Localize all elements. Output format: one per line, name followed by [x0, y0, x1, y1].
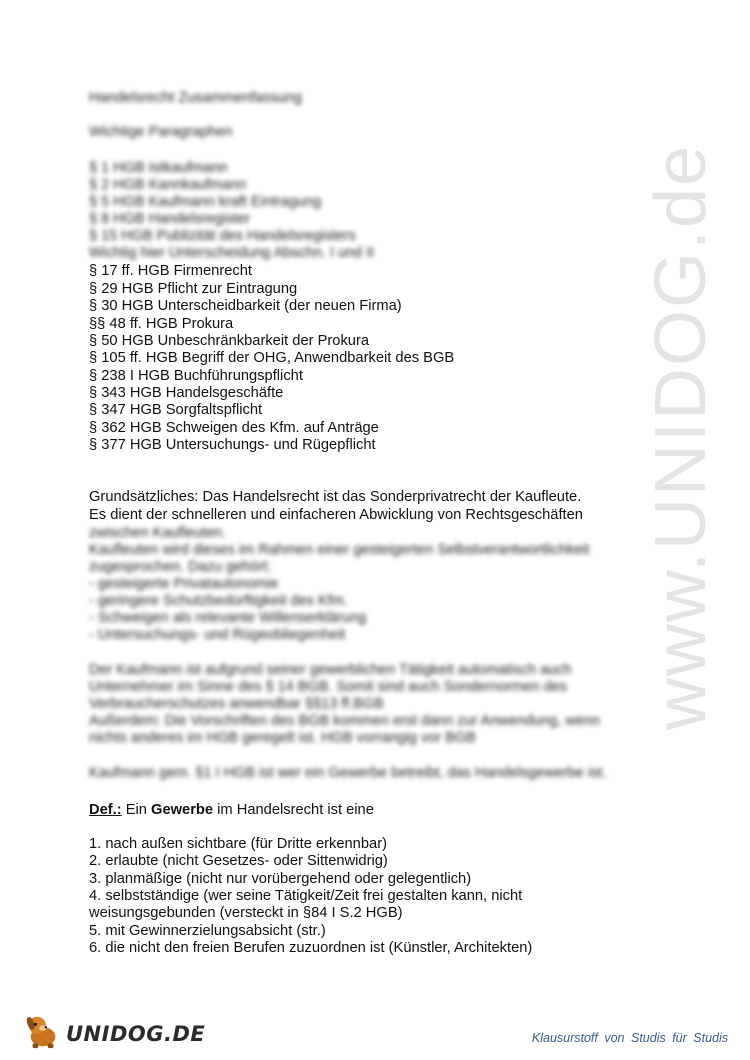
paragraph-item: § 347 HGB Sorgfaltspflicht	[89, 402, 263, 418]
definition-text-after: im Handelsrecht ist eine	[213, 802, 374, 818]
paragraph-item: § 105 ff. HGB Begriff der OHG, Anwendbarkeit des BGB	[89, 350, 455, 366]
paragraph-item: § 50 HGB Unbeschränkbarkeit der Prokura	[89, 333, 370, 349]
blurred-paragraph: § 8 HGB Handelsregister	[89, 211, 251, 227]
document-title: Handelsrecht Zusammenfassung	[89, 90, 302, 106]
blurred-text-line: zugesprochen. Dazu gehört:	[89, 559, 272, 575]
blurred-text-line: Der Kaufmann ist aufgrund seiner gewerblichen Tätigkeit automatisch auch	[89, 662, 572, 678]
definition-item: weisungsgebunden (versteckt in §84 I S.2 HGB)	[89, 905, 403, 921]
dog-icon	[24, 1012, 62, 1050]
logo-text: UNIDOG.DE	[66, 1022, 206, 1046]
footer-logo[interactable]	[24, 1012, 205, 1050]
definition-item: 4. selbstständige (wer seine Tätigkeit/Zeit frei gestalten kann, nicht	[89, 888, 523, 904]
blurred-paragraph: Wichtig hier Unterscheidung Abschn. I und II	[89, 245, 375, 261]
definition-item: 5. mit Gewinnerzielungsabsicht (str.)	[89, 923, 326, 939]
definition-text-before: Ein	[121, 802, 152, 818]
blurred-paragraph: § 5 HGB Kaufmann kraft Eintragung	[89, 194, 322, 210]
definition-term: Gewerbe	[151, 802, 214, 818]
grundsaetzliches-line: Es dient der schnelleren und einfacheren Abwicklung von Rechtsgeschäften	[89, 507, 583, 523]
blurred-text-line: - Schweigen als relevante Willenserklärung	[89, 610, 367, 626]
blurred-text-line: - Untersuchungs- und Rügeobliegenheit	[89, 627, 346, 643]
definition-item: 3. planmäßige (nicht nur vorübergehend oder gelegentlich)	[89, 871, 472, 887]
blurred-text-line: Außerdem: Die Vorschriften des BGB kommen erst dann zur Anwendung, wenn	[89, 713, 600, 729]
paragraph-item: § 30 HGB Unterscheidbarkeit (der neuen Firma)	[89, 298, 402, 314]
definition-item: 2. erlaubte (nicht Gesetzes- oder Sittenwidrig)	[89, 853, 388, 869]
paragraph-item: § 343 HGB Handelsgeschäfte	[89, 385, 284, 401]
blurred-text-line: Kaufleuten wird dieses im Rahmen einer gesteigerten Selbstverantwortlichkeit	[89, 542, 590, 558]
paragraph-item: § 362 HGB Schweigen des Kfm. auf Anträge	[89, 420, 379, 436]
paragraph-item: § 29 HGB Pflicht zur Eintragung	[89, 281, 298, 297]
paragraph-item: § 238 I HGB Buchführungspflicht	[89, 368, 303, 384]
watermark: www.UNIDOG.de	[641, 143, 721, 730]
blurred-text-line: - geringere Schutzbedürftigkeit des Kfm.	[89, 593, 348, 609]
blurred-text-line: Verbraucherschutzes anwendbar §§13 ff.BGB	[89, 696, 384, 712]
definition-item: 6. die nicht den freien Berufen zuzuordnen ist (Künstler, Architekten)	[89, 940, 533, 956]
definition-label: Def.:	[89, 802, 122, 818]
blurred-text-line: zwischen Kaufleuten.	[89, 525, 227, 541]
grundsaetzliches-line: Grundsätzliches: Das Handelsrecht ist das Sonderprivatrecht der Kaufleute.	[89, 489, 582, 505]
blurred-paragraph: § 2 HGB Kannkaufmann	[89, 177, 247, 193]
blurred-paragraph: § 15 HGB Publizität des Handelsregisters	[89, 228, 356, 244]
document-subtitle: Wichtige Paragraphen	[89, 124, 233, 140]
paragraph-item: § 377 HGB Untersuchungs- und Rügepflicht	[89, 437, 376, 453]
blurred-text-line: - gesteigerte Privatautonomie	[89, 576, 279, 592]
definition-heading	[89, 802, 374, 819]
blurred-text-line: nichts anderes im HGB geregelt ist. HGB vorrangig vor BGB	[89, 730, 476, 746]
blurred-paragraph: § 1 HGB Istkaufmann	[89, 160, 228, 176]
paragraph-item: § 17 ff. HGB Firmenrecht	[89, 263, 252, 279]
paragraph-item: §§ 48 ff. HGB Prokura	[89, 316, 234, 332]
blurred-text-line: Unternehmer im Sinne des § 14 BGB. Somit sind auch Sondernormen des	[89, 679, 567, 695]
footer-tagline: Klausurstoff von Studis für Studis	[531, 1031, 728, 1045]
blurred-text-line: Kaufmann gem. §1 I HGB ist wer ein Gewerbe betreibt, das Handelsgewerbe ist.	[89, 765, 607, 781]
definition-item: 1. nach außen sichtbare (für Dritte erkennbar)	[89, 836, 387, 852]
